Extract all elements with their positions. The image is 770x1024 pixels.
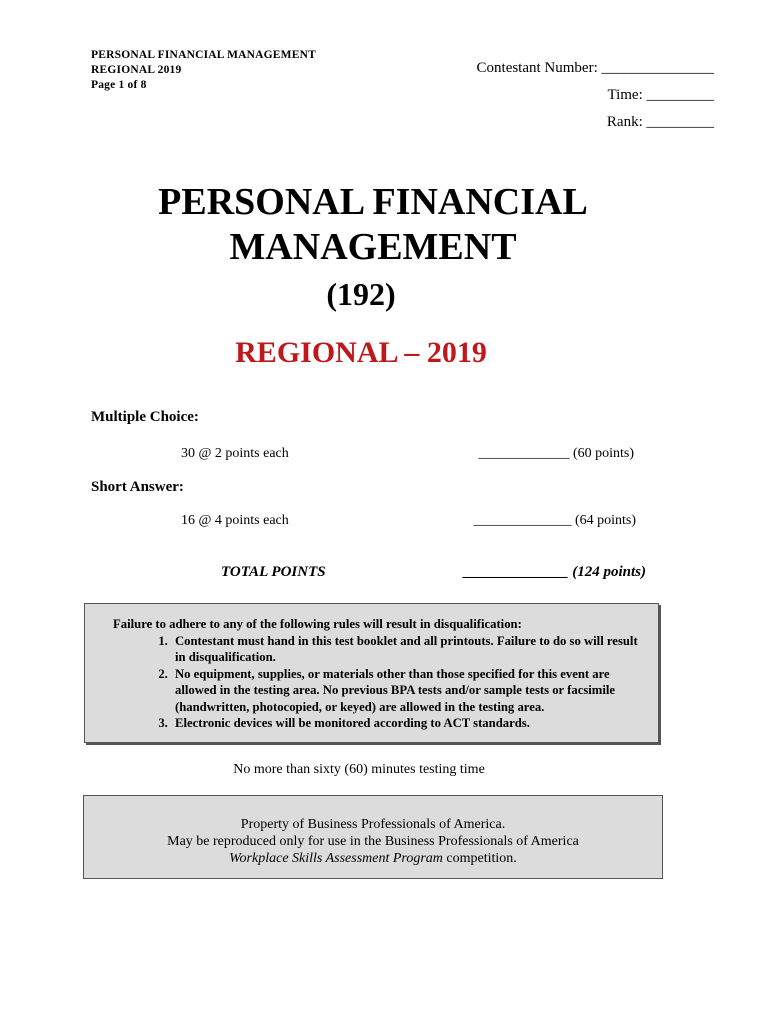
event-code: (192) bbox=[326, 276, 396, 312]
header-meta bbox=[91, 48, 316, 93]
title-line-1: PERSONAL FINANCIAL bbox=[158, 181, 588, 223]
property-notice-box bbox=[83, 795, 663, 879]
property-line-3 bbox=[84, 850, 662, 867]
multiple-choice-detail: 30 @ 2 points each bbox=[181, 446, 289, 461]
contestant-number-field: Contestant Number: _______________ bbox=[476, 60, 714, 76]
header-event-name: PERSONAL FINANCIAL MANAGEMENT bbox=[91, 49, 316, 61]
rules-intro: Failure to adhere to any of the following rules will result in disqualification: bbox=[113, 617, 522, 631]
header-page-number: Page 1 of 8 bbox=[91, 79, 147, 91]
region-year: REGIONAL – 2019 bbox=[235, 336, 487, 369]
disqualification-rules-box bbox=[84, 603, 659, 743]
time-field: Time: _________ bbox=[607, 87, 714, 103]
property-line-2: May be reproduced only for use in the Business Professionals of America bbox=[167, 834, 579, 849]
multiple-choice-points: _____________ (60 points) bbox=[478, 446, 634, 461]
total-points-label: TOTAL POINTS bbox=[221, 564, 326, 580]
short-answer-points: ______________ (64 points) bbox=[473, 513, 636, 528]
property-line-3-rest: competition. bbox=[442, 851, 517, 866]
short-answer-label: Short Answer: bbox=[91, 479, 184, 495]
testing-time-note: No more than sixty (60) minutes testing time bbox=[233, 762, 485, 777]
multiple-choice-label: Multiple Choice: bbox=[91, 409, 199, 425]
rule-item: 3. Electronic devices will be monitored according to ACT standards. bbox=[171, 715, 648, 732]
document-title bbox=[0, 180, 770, 270]
contestant-fields bbox=[477, 58, 714, 139]
header-level: REGIONAL 2019 bbox=[91, 64, 182, 76]
rules-list bbox=[113, 633, 648, 732]
rule-item: 2. No equipment, supplies, or materials other than those specified for this event are allowed in the testing area. No previous BPA tests and/or sample tests or facsimile (handwritten, photocopied, or keyed) are allowed in the testing area. bbox=[171, 666, 648, 716]
rule-item: 1. Contestant must hand in this test booklet and all printouts. Failure to do so will result in disqualification. bbox=[171, 633, 648, 666]
property-line-1: Property of Business Professionals of America. bbox=[240, 817, 506, 832]
title-line-2: MANAGEMENT bbox=[229, 226, 517, 268]
rank-field: Rank: _________ bbox=[606, 114, 714, 130]
program-name: Workplace Skills Assessment Program bbox=[229, 851, 443, 866]
total-points-value: ______________ (124 points) bbox=[463, 564, 646, 580]
short-answer-detail: 16 @ 4 points each bbox=[181, 513, 289, 528]
